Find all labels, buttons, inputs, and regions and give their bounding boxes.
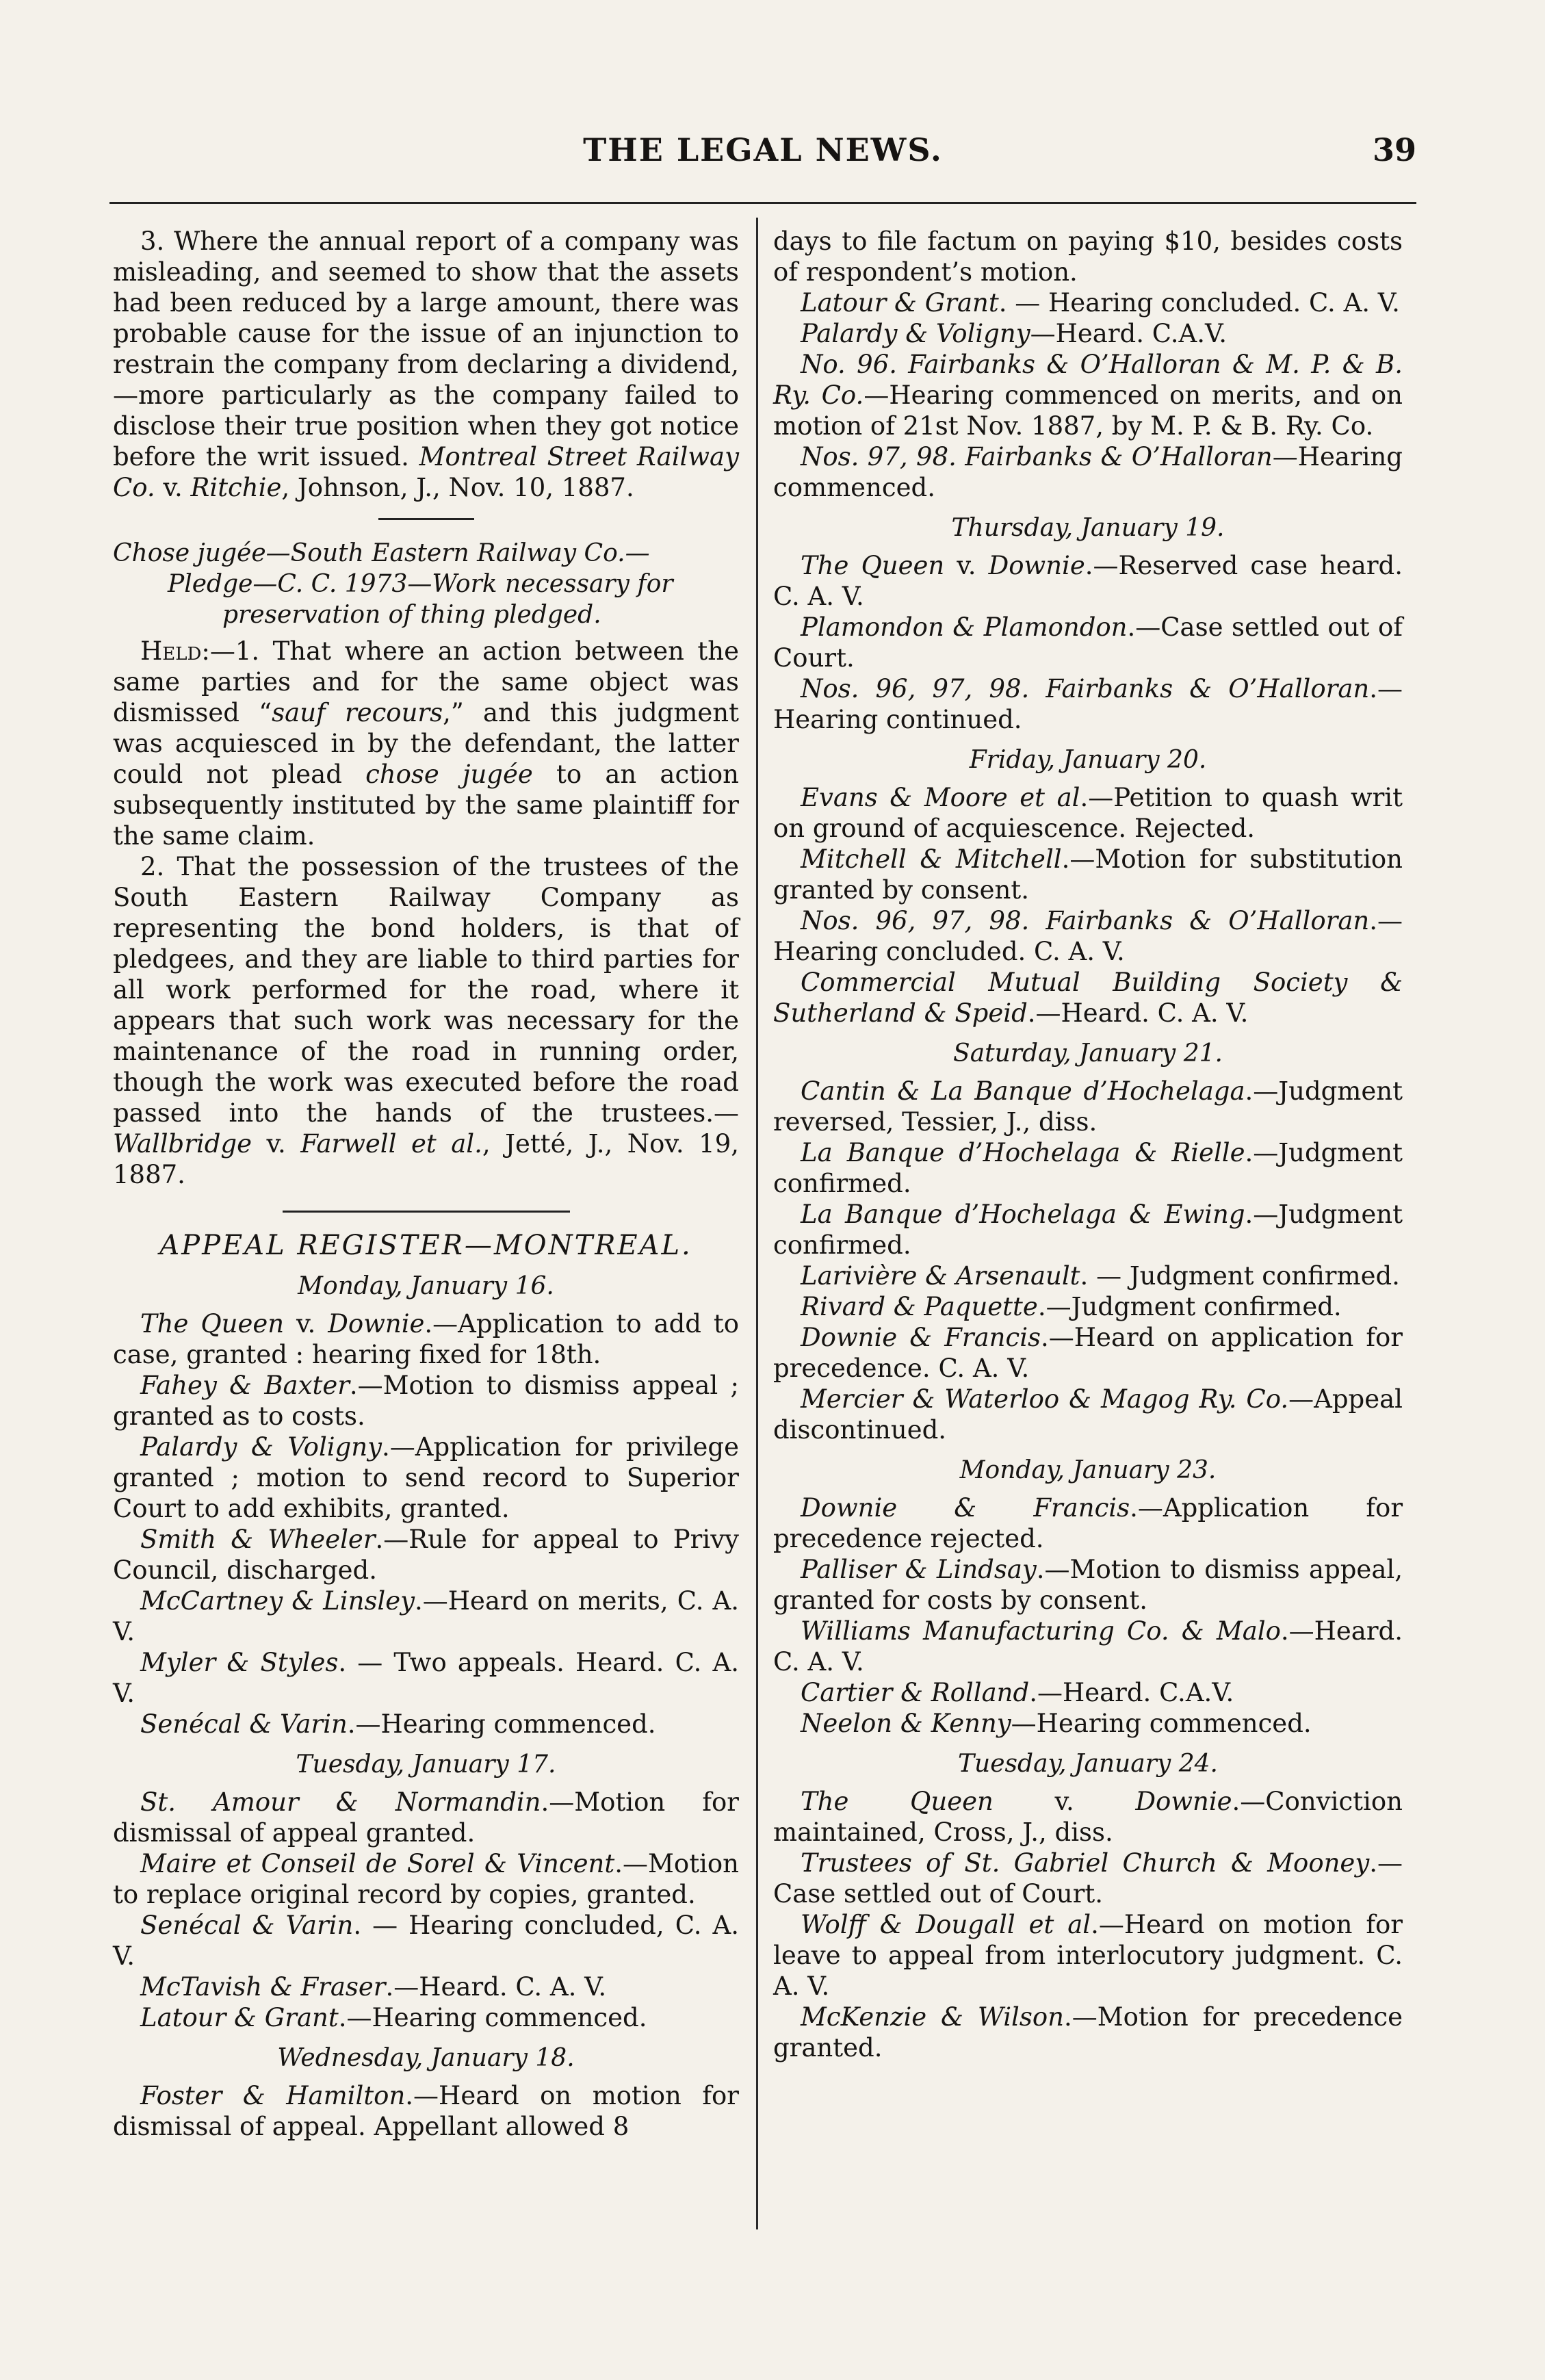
register-entry: Williams Manufacturing Co. & Malo.—Heard. C. A. V. [773, 1616, 1403, 1677]
register-entry: Nos. 96, 97, 98. Fairbanks & O’Halloran.—Hearing continued. [773, 674, 1403, 734]
register-entry: No. 96. Fairbanks & O’Halloran & M. P. & B. Ry. Co.—Hearing commenced on merits, and on motion of 21st Nov. 1887, by M. P. & B. Ry. Co. [773, 350, 1403, 441]
date-heading: Monday, January 23. [959, 1456, 1217, 1484]
register-entry: Senécal & Varin.—Hearing commenced. [140, 1709, 656, 1739]
register-entry: Myler & Styles. — Two appeals. Heard. C. A. V. [113, 1648, 739, 1708]
page-header [109, 131, 1416, 179]
register-entry: Mercier & Waterloo & Magog Ry. Co.—Appeal discontinued. [773, 1384, 1403, 1445]
register-entry: Evans & Moore et al.—Petition to quash writ on ground of acquiescence. Rejected. [773, 783, 1403, 843]
register-entry: Downie & Francis.—Application for precedence rejected. [773, 1493, 1403, 1553]
register-entry: Cantin & La Banque d’Hochelaga.—Judgment reversed, Tessier, J., diss. [773, 1076, 1403, 1137]
register-entry: Downie & Francis.—Heard on application for precedence. C. A. V. [773, 1323, 1403, 1383]
register-entry: Smith & Wheeler.—Rule for appeal to Privy Council, discharged. [113, 1525, 740, 1585]
register-entry: Latour & Grant.—Hearing commenced. [140, 2003, 647, 2032]
left-column [113, 226, 739, 2142]
register-entry-continued: days to file factum on paying $10, besides costs of respondent’s motion. [773, 227, 1403, 287]
case-party: Ritchie [190, 473, 282, 502]
held-label: Held [140, 636, 202, 666]
register-entry: Foster & Hamilton.—Heard on motion for dismissal of appeal. Appellant allowed 8 [113, 2081, 739, 2141]
date-heading: Thursday, January 19. [951, 514, 1225, 542]
register-entry: Nos. 97, 98. Fairbanks & O’Halloran—Hearing commenced. [773, 442, 1403, 502]
register-entry: Wolff & Dougall et al.—Heard on motion for leave to appeal from interlocutory judgment. C. A. V. [773, 1910, 1403, 2001]
column-rule [756, 218, 758, 2229]
register-entry: Cartier & Rolland.—Heard. C.A.V. [801, 1678, 1234, 1707]
date-heading: Monday, January 16. [298, 1272, 554, 1300]
right-column [773, 226, 1403, 2063]
section-title: APPEAL REGISTER—MONTREAL. [159, 1230, 692, 1261]
date-heading: Friday, January 20. [969, 746, 1207, 774]
register-entry: Maire et Conseil de Sorel & Vincent.—Motion to replace original record by copies, granted. [113, 1849, 739, 1909]
register-entry: McCartney & Linsley.—Heard on merits, C. A. V. [113, 1586, 739, 1646]
register-entry: Plamondon & Plamondon.—Case settled out of Court. [773, 612, 1403, 673]
divider [283, 1211, 570, 1213]
date-heading: Saturday, January 21. [953, 1039, 1223, 1068]
register-entry: Senécal & Varin. — Hearing concluded, C. A. V. [113, 1911, 739, 1971]
register-entry: The Queen v. Downie.—Conviction maintained, Cross, J., diss. [773, 1787, 1403, 1847]
headnote: Chose jugée—South Eastern Railway Co.— Pledge—C. C. 1973—Work necessary for preservation of thing pledged. [113, 539, 673, 629]
held-paragraph-2: 2. That the possession of the trustees of the South Eastern Railway Company as representing the bond holders, is that of pledgees, and they are liable to third parties for all work performed for the road, where it appears that such work was necessary for the maintenance of the road in running order, though the work was executed before the road passed into the hands of the trustees.—Wallbridge v. Farwell et al., Jetté, J., Nov. 19, 1887. [113, 852, 739, 1189]
register-entry: The Queen v. Downie.—Reserved case heard. C. A. V. [773, 551, 1403, 611]
divider [378, 518, 474, 520]
register-entry: Nos. 96, 97, 98. Fairbanks & O’Halloran.—Hearing concluded. C. A. V. [773, 906, 1403, 966]
journal-title: THE LEGAL NEWS. [583, 131, 943, 168]
register-entry: Fahey & Baxter.—Motion to dismiss appeal ; granted as to costs. [113, 1371, 739, 1431]
register-entry: Trustees of St. Gabriel Church & Mooney.—Case settled out of Court. [773, 1848, 1403, 1909]
register-entry: Larivière & Arsenault. — Judgment confirmed. [801, 1261, 1400, 1291]
date-heading: Tuesday, January 17. [296, 1750, 556, 1778]
register-entry: Palardy & Voligny.—Application for privilege granted ; motion to send record to Superior Court to add exhibits, granted. [113, 1432, 739, 1523]
held-paragraph-1: Held:—1. That where an action between the same parties and for the same object was dismissed “sauf recours,” and this judgment was acquiesced in by the defendant, the latter could not plead chose jugée to an action subsequently instituted by the same plaintiff for the same claim. [113, 636, 739, 851]
header-rule [109, 202, 1416, 204]
register-entry: Latour & Grant. — Hearing concluded. C. A. V. [801, 288, 1400, 318]
register-entry: La Banque d’Hochelaga & Ewing.—Judgment confirmed. [773, 1200, 1403, 1260]
register-entry: St. Amour & Normandin.—Motion for dismissal of appeal granted. [113, 1787, 739, 1848]
case-name: Montreal Street Railway Co. [113, 442, 739, 502]
date-heading: Tuesday, January 24. [958, 1750, 1218, 1778]
register-entry: Neelon & Kenny—Hearing commenced. [801, 1709, 1312, 1738]
register-entry: Commercial Mutual Building Society & Sutherland & Speid.—Heard. C. A. V. [773, 968, 1403, 1028]
register-entry: Mitchell & Mitchell.—Motion for substitution granted by consent. [773, 844, 1403, 905]
register-entry: Palardy & Voligny—Heard. C.A.V. [801, 319, 1227, 348]
register-entry: Palliser & Lindsay.—Motion to dismiss appeal, granted for costs by consent. [773, 1555, 1403, 1615]
register-entry: La Banque d’Hochelaga & Rielle.—Judgment confirmed. [773, 1138, 1403, 1198]
register-entry: Rivard & Paquette.—Judgment confirmed. [801, 1292, 1342, 1321]
register-entry: McKenzie & Wilson.—Motion for precedence granted. [773, 2002, 1403, 2062]
register-entry: McTavish & Fraser.—Heard. C. A. V. [140, 1972, 607, 2002]
paragraph-3: 3. Where the annual report of a company was misleading, and seemed to show that the assets had been reduced by a large amount, there was probable cause for the issue of an injunction to restrain the company from declaring a dividend,—more particularly as the company failed to disclose their true position when they got notice before the writ issued. Montreal Street Railway Co. v. Ritchie, Johnson, J., Nov. 10, 1887. [113, 227, 739, 502]
date-heading: Wednesday, January 18. [277, 2044, 575, 2072]
page-number: 39 [1372, 131, 1416, 168]
register-entry: The Queen v. Downie.—Application to add to case, granted : hearing fixed for 18th. [113, 1309, 740, 1369]
